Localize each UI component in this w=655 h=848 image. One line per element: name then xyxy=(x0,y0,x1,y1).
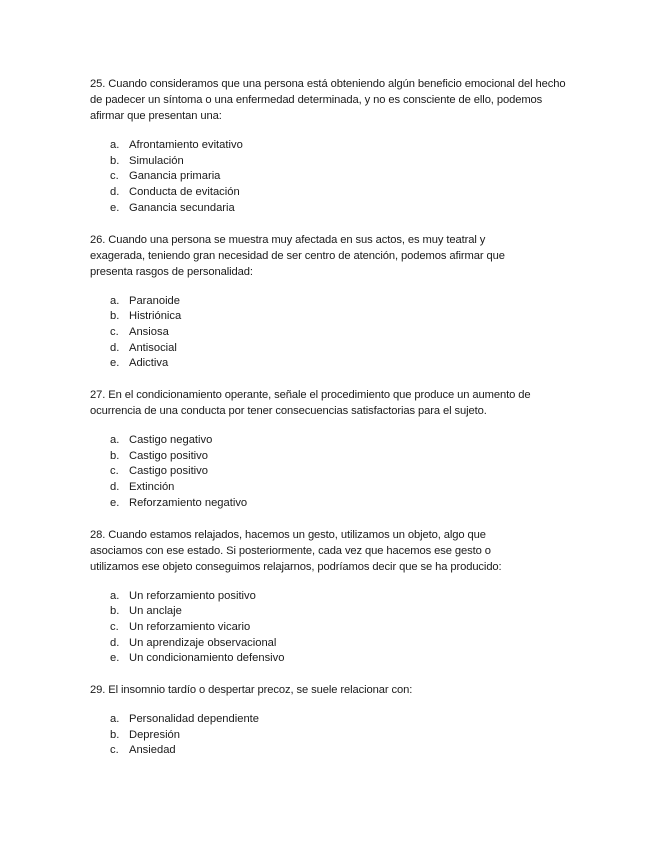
option-text: Personalidad dependiente xyxy=(129,713,260,726)
option-letter: b. xyxy=(110,154,120,167)
question-26 xyxy=(90,232,570,373)
option-text: Histriónica xyxy=(129,310,182,323)
option-letter: c. xyxy=(110,465,119,478)
question-text xyxy=(90,527,540,575)
option-item xyxy=(90,325,570,341)
option-text: Un condicionamiento defensivo xyxy=(129,652,285,665)
option-item xyxy=(90,185,570,201)
option-letter: b. xyxy=(110,449,120,462)
option-text: Extinción xyxy=(129,481,175,494)
option-letter: d. xyxy=(110,341,120,354)
option-text: Castigo negativo xyxy=(129,434,213,447)
option-text: Ansiosa xyxy=(129,325,169,338)
question-28 xyxy=(90,527,570,668)
question-number: 28. xyxy=(90,528,106,541)
option-text: Castigo positivo xyxy=(129,449,208,462)
option-letter: e. xyxy=(110,357,120,370)
question-body: El insomnio tardío o despertar precoz, se suele relacionar con: xyxy=(108,684,413,697)
option-item xyxy=(90,589,570,605)
option-item xyxy=(90,651,570,667)
option-list xyxy=(90,433,570,512)
option-letter: b. xyxy=(110,310,120,323)
option-text: Paranoide xyxy=(129,294,181,307)
question-body: Cuando consideramos que una persona está obteniendo algún beneficio emocional del hecho de padecer un síntoma o una enfermedad determinada, y no es consciente de ello, podemos afirmar que presentan una: xyxy=(90,78,566,122)
question-number: 26. xyxy=(90,233,106,246)
option-text: Un reforzamiento vicario xyxy=(129,620,251,633)
document-page xyxy=(90,76,570,759)
question-27 xyxy=(90,387,570,512)
option-text: Ganancia secundaria xyxy=(129,201,235,214)
question-body: Cuando una persona se muestra muy afectada en sus actos, es muy teatral y exagerada, teniendo gran necesidad de ser centro de atención, podemos afirmar que presenta rasgos de personalidad: xyxy=(90,233,505,278)
option-text: Conducta de evitación xyxy=(129,186,240,199)
option-letter: c. xyxy=(110,620,119,633)
option-text: Un anclaje xyxy=(129,605,182,618)
option-letter: a. xyxy=(110,139,120,151)
option-letter: a. xyxy=(110,589,120,602)
option-item xyxy=(90,309,570,325)
option-item xyxy=(90,496,570,512)
option-item xyxy=(90,341,570,357)
option-item xyxy=(90,138,570,154)
option-letter: c. xyxy=(110,325,119,338)
question-number: 29. xyxy=(90,684,106,697)
option-item xyxy=(90,169,570,185)
option-list xyxy=(90,294,570,373)
option-item xyxy=(90,636,570,652)
option-letter: a. xyxy=(110,294,120,307)
option-list xyxy=(90,138,570,217)
option-letter: e. xyxy=(110,652,120,665)
option-item xyxy=(90,728,570,744)
question-body: En el condicionamiento operante, señale el procedimiento que produce un aumento de ocurrencia de una conducta por tener consecuencias satisfactorias para el sujeto. xyxy=(90,389,531,418)
option-item xyxy=(90,294,570,310)
question-text xyxy=(90,232,540,280)
option-letter: d. xyxy=(110,481,120,494)
option-text: Adictiva xyxy=(129,357,169,370)
option-letter: d. xyxy=(110,186,120,199)
question-25 xyxy=(90,76,570,217)
option-letter: a. xyxy=(110,713,120,726)
question-body: Cuando estamos relajados, hacemos un gesto, utilizamos un objeto, algo que asociamos con ese estado. Si posteriormente, cada vez que hacemos ese gesto o utilizamos ese objeto conseguimos relajarnos, podríamos decir que se ha producido: xyxy=(90,528,502,573)
option-letter: e. xyxy=(110,201,120,214)
question-text xyxy=(90,387,555,419)
option-text: Reforzamiento negativo xyxy=(129,496,248,509)
option-text: Un reforzamiento positivo xyxy=(129,589,256,602)
option-text: Depresión xyxy=(129,728,180,741)
option-text: Ansiedad xyxy=(129,744,176,757)
option-item xyxy=(90,743,570,759)
option-item xyxy=(90,480,570,496)
option-letter: b. xyxy=(110,605,120,618)
option-item xyxy=(90,464,570,480)
option-item xyxy=(90,620,570,636)
option-text: Castigo positivo xyxy=(129,465,208,478)
option-text: Ganancia primaria xyxy=(129,170,221,183)
option-item xyxy=(90,604,570,620)
option-item xyxy=(90,433,570,449)
option-text: Afrontamiento evitativo xyxy=(129,139,243,151)
option-item xyxy=(90,201,570,217)
option-text: Antisocial xyxy=(129,341,177,354)
question-text xyxy=(90,682,570,698)
option-item xyxy=(90,712,570,728)
option-list xyxy=(90,712,570,759)
question-29 xyxy=(90,682,570,759)
option-letter: d. xyxy=(110,636,120,649)
option-list xyxy=(90,589,570,668)
question-number: 25. xyxy=(90,78,106,90)
option-item xyxy=(90,154,570,170)
option-letter: a. xyxy=(110,434,120,447)
option-text: Simulación xyxy=(129,154,184,167)
question-text xyxy=(90,76,575,124)
question-number: 27. xyxy=(90,389,106,402)
option-letter: e. xyxy=(110,496,120,509)
option-letter: c. xyxy=(110,744,119,757)
option-item xyxy=(90,449,570,465)
option-item xyxy=(90,356,570,372)
option-letter: c. xyxy=(110,170,119,183)
option-letter: b. xyxy=(110,728,120,741)
option-text: Un aprendizaje observacional xyxy=(129,636,277,649)
